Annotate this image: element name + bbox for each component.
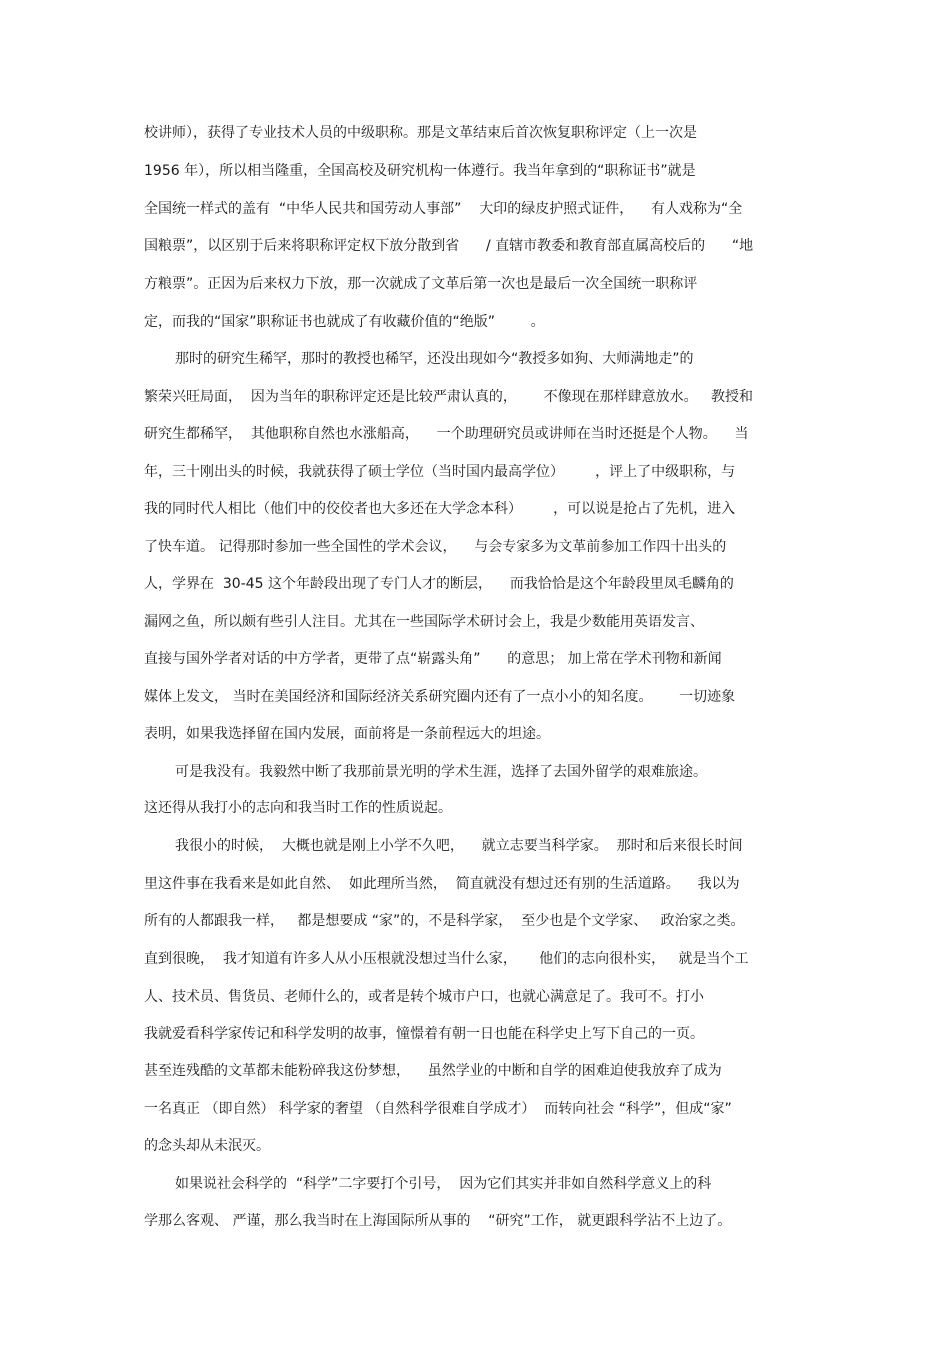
text-line: 了快车道。 记得那时参加一些全国性的学术会议， 与会专家多为文革前参加工作四十出头的: [144, 539, 727, 555]
paragraph-first-line: 我很小的时候， 大概也就是刚上小学不久吧， 就立志要当科学家。 那时和后来很长时间: [175, 838, 743, 854]
text-line: 直接与国外学者对话的中方学者，更带了点“崭露头角” 的意思； 加上常在学术刊物和新闻: [144, 651, 722, 667]
text-line: 国粮票”，以区别于后来将职称评定权下放分散到省 / 直辖市教委和教育部直属高校后的 “地: [144, 238, 754, 254]
text-line: 媒体上发文， 当时在美国经济和国际经济关系研究圈内还有了一点小小的知名度。 一切迹象: [144, 689, 736, 705]
text-line: 1956 年），所以相当隆重，全国高校及研究机构一体遵行。我当年拿到的“职称证书”就是: [144, 163, 696, 179]
text-line: 直到很晚， 我才知道有许多人从小压根就没想过当什么家， 他们的志向很朴实， 就是当个工: [144, 951, 749, 967]
text-line: 研究生都稀罕， 其他职称自然也水涨船高， 一个助理研究员或讲师在当时还挺是个人物。 当: [144, 426, 749, 442]
text-line: 这还得从我打小的志向和我当时工作的性质说起。: [144, 800, 452, 816]
text-line: 的念头却从未泯灭。: [144, 1138, 270, 1154]
paragraph-first-line: 可是我没有。我毅然中断了我那前景光明的学术生涯，选择了去国外留学的艰难旅途。: [175, 764, 707, 780]
paragraph-first-line: 那时的研究生稀罕，那时的教授也稀罕，还没出现如今“教授多如狗、大师满地走”的: [175, 351, 694, 367]
text-line: 学那么客观、 严谨，那么我当时在上海国际所从事的 “研究”工作， 就更跟科学沾不上边了。: [144, 1213, 732, 1229]
text-line: 人，学界在 30-45 这个年龄段出现了专门人才的断层， 而我恰恰是这个年龄段里凤毛麟角的: [144, 576, 734, 592]
text-line: 里这件事在我看来是如此自然、 如此理所当然， 简直就没有想过还有别的生活道路。 我以为: [144, 876, 740, 892]
text-line: 繁荣兴旺局面， 因为当年的职称评定还是比较严肃认真的， 不像现在那样肆意放水。 教授和: [144, 389, 753, 405]
text-line: 表明，如果我选择留在国内发展，面前将是一条前程远大的坦途。: [144, 726, 550, 742]
text-line: 甚至连残酷的文革都未能粉碎我这份梦想， 虽然学业的中断和自学的困难迫使我放弃了成为: [144, 1063, 722, 1079]
text-line: 年，三十刚出头的时候，我就获得了硕士学位（当时国内最高学位） ，评上了中级职称，与: [144, 464, 736, 480]
text-line: 全国统一样式的盖有 “中华人民共和国劳动人事部” 大印的绿皮护照式证件， 有人戏称为“全: [144, 201, 743, 217]
text-line: 人、技术员、售货员、老师什么的，或者是转个城市户口，也就心满意足了。我可不。打小: [144, 989, 704, 1005]
paragraph-first-line: 如果说社会科学的 “科学”二字要打个引号， 因为它们其实并非如自然科学意义上的科: [175, 1176, 712, 1192]
text-line: 校讲师），获得了专业技术人员的中级职称。那是文革结束后首次恢复职称评定（上一次是: [144, 125, 697, 141]
text-line: 定，而我的“国家”职称证书也就成了有收藏价值的“绝版” 。: [144, 314, 545, 330]
text-line: 漏网之鱼，所以颇有些引人注目。尤其在一些国际学术研讨会上，我是少数能用英语发言、: [144, 614, 704, 630]
text-line: 所有的人都跟我一样， 都是想要成 “家”的，不是科学家， 至少也是个文学家、 政治家之类。: [144, 913, 745, 929]
text-line: 我就爱看科学家传记和科学发明的故事，憧憬着有朝一日也能在科学史上写下自己的一页。: [144, 1026, 704, 1042]
text-line: 方粮票”。正因为后来权力下放，那一次就成了文革后第一次也是最后一次全国统一职称评: [144, 276, 698, 292]
text-line: 一名真正 （即自然） 科学家的奢望 （自然科学很难自学成才） 而转向社会 “科学”，但成“家”: [144, 1101, 732, 1117]
text-line: 我的同时代人相比（他们中的佼佼者也大多还在大学念本科） ，可以说是抢占了先机，进入: [144, 501, 736, 517]
